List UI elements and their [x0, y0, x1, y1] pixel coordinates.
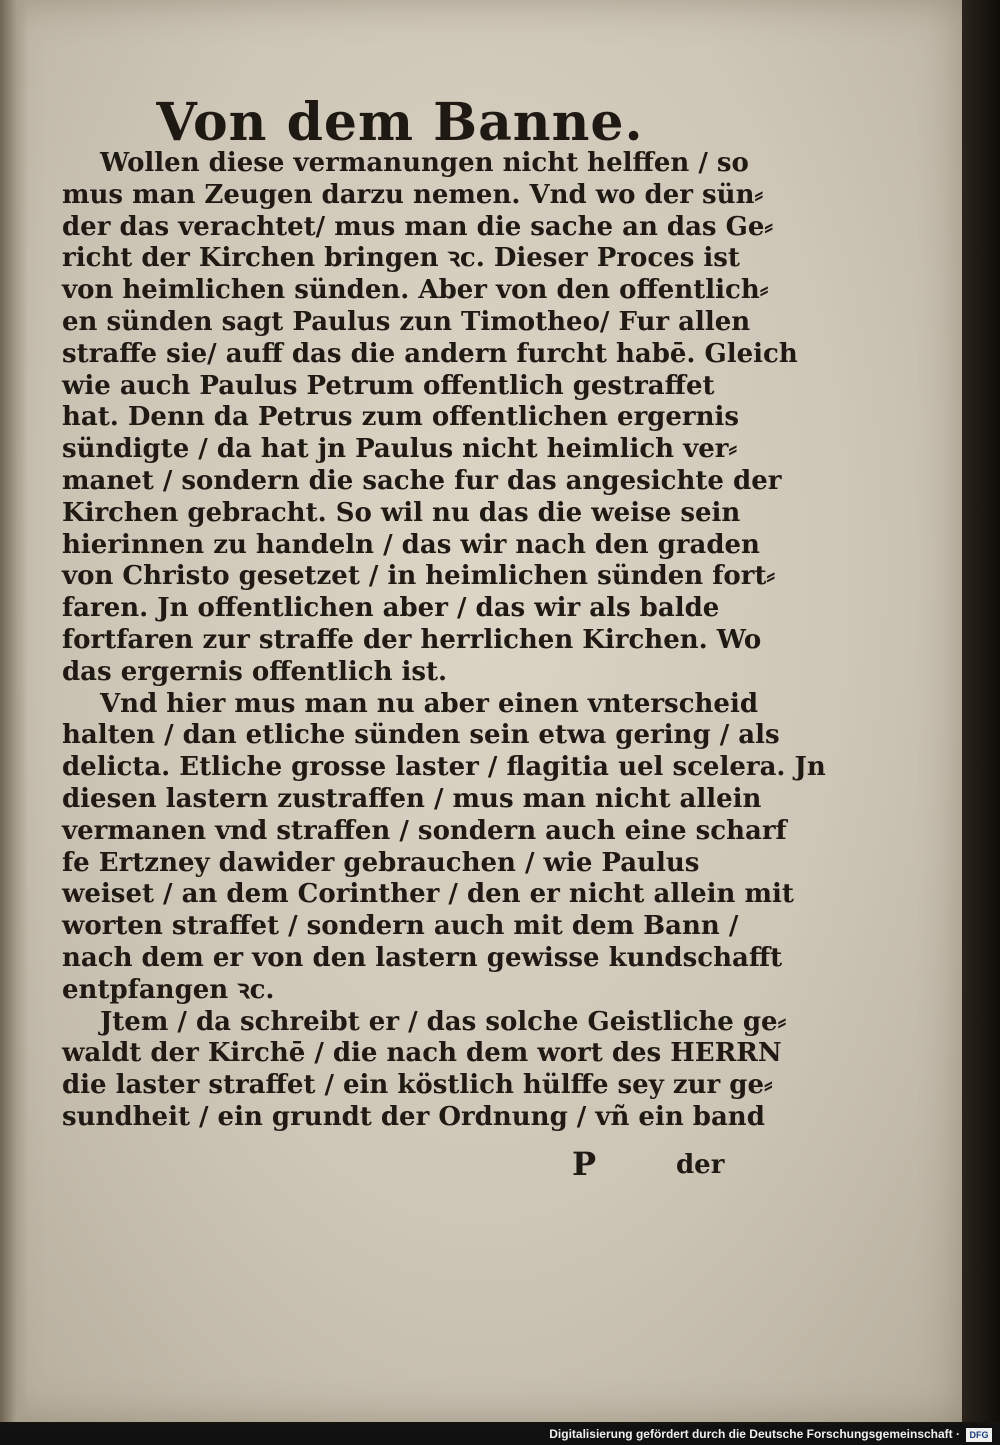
text-line: wie auch Paulus Petrum offentlich gestraffet	[62, 370, 715, 401]
text-line: weiset / an dem Corinther / den er nicht allein mit	[62, 879, 794, 910]
dfg-logo: DFG	[966, 1428, 992, 1442]
text-line: en sünden sagt Paulus zun Timotheo/ Fur allen	[62, 306, 751, 337]
catchword: der	[676, 1150, 725, 1180]
text-line: faren. Jn offentlichen aber / das wir als balde	[62, 593, 720, 624]
paragraph-1	[62, 148, 798, 689]
text-line: hat. Denn da Petrus zum offentlichen ergernis	[62, 402, 740, 433]
text-line: straffe sie/ auff das die andern furcht habē. Gleich	[62, 338, 798, 369]
text-line: Kirchen gebracht. So wil nu das die weise sein	[62, 497, 741, 528]
paragraph-2	[62, 688, 826, 1007]
text-line: Wollen diese vermanungen nicht helffen / so	[100, 148, 749, 178]
page-edge-shadow	[962, 0, 1000, 1422]
text-line: manet / sondern die sache fur das angesichte der	[62, 465, 782, 496]
text-line: von heimlichen sünden. Aber von den offentlich⸗	[62, 275, 769, 306]
text-line: vermanen vnd straffen / sondern auch eine scharf	[62, 815, 787, 846]
body-text	[62, 148, 826, 1134]
text-line: das ergernis offentlich ist.	[62, 656, 448, 687]
text-line: sündigte / da hat jn Paulus nicht heimlich ver⸗	[62, 434, 738, 465]
text-line: Jtem / da schreibt er / das solche Geistliche ge⸗	[100, 1006, 787, 1037]
text-line: der das verachtet/ mus man die sache an das Ge⸗	[62, 211, 774, 242]
text-line: hierinnen zu handeln / das wir nach den graden	[62, 529, 760, 560]
text-line: Vnd hier mus man nu aber einen vnterscheid	[100, 688, 759, 719]
text-line: diesen lastern zustraffen / mus man nicht allein	[62, 783, 762, 814]
footer-bar	[0, 1425, 1000, 1445]
signature-mark: P	[572, 1145, 597, 1183]
text-line: sundheit / ein grundt der Ordnung / vñ ein band	[62, 1101, 765, 1132]
text-line: worten straffet / sondern auch mit dem Bann /	[62, 911, 739, 942]
running-head: Von dem Banne.	[156, 92, 644, 153]
page-gutter-shadow	[0, 0, 28, 1422]
funding-credit: Digitalisierung gefördert durch die Deutsche Forschungsgemeinschaft ·	[549, 1427, 960, 1441]
text-line: fe Ertzney dawider gebrauchen / wie Paulus	[62, 847, 700, 878]
text-line: halten / dan etliche sünden sein etwa gering / als	[62, 720, 780, 751]
text-line: entpfangen ꝛc.	[62, 974, 275, 1005]
paragraph-3	[62, 1006, 787, 1134]
text-line: richt der Kirchen bringen ꝛc. Dieser Proces ist	[62, 243, 740, 274]
text-line: delicta. Etliche grosse laster / flagitia uel scelera. Jn	[62, 752, 826, 783]
text-line: fortfaren zur straffe der herrlichen Kirchen. Wo	[62, 624, 762, 655]
text-line: nach dem er von den lastern gewisse kundschafft	[62, 942, 783, 973]
text-line: mus man Zeugen darzu nemen. Vnd wo der sün⸗	[62, 179, 764, 210]
text-line: waldt der Kirchē / die nach dem wort des HERRN	[62, 1038, 782, 1069]
text-line: die laster straffet / ein köstlich hülffe sey zur ge⸗	[62, 1070, 773, 1101]
text-line: von Christo gesetzet / in heimlichen sünden fort⸗	[62, 561, 776, 592]
